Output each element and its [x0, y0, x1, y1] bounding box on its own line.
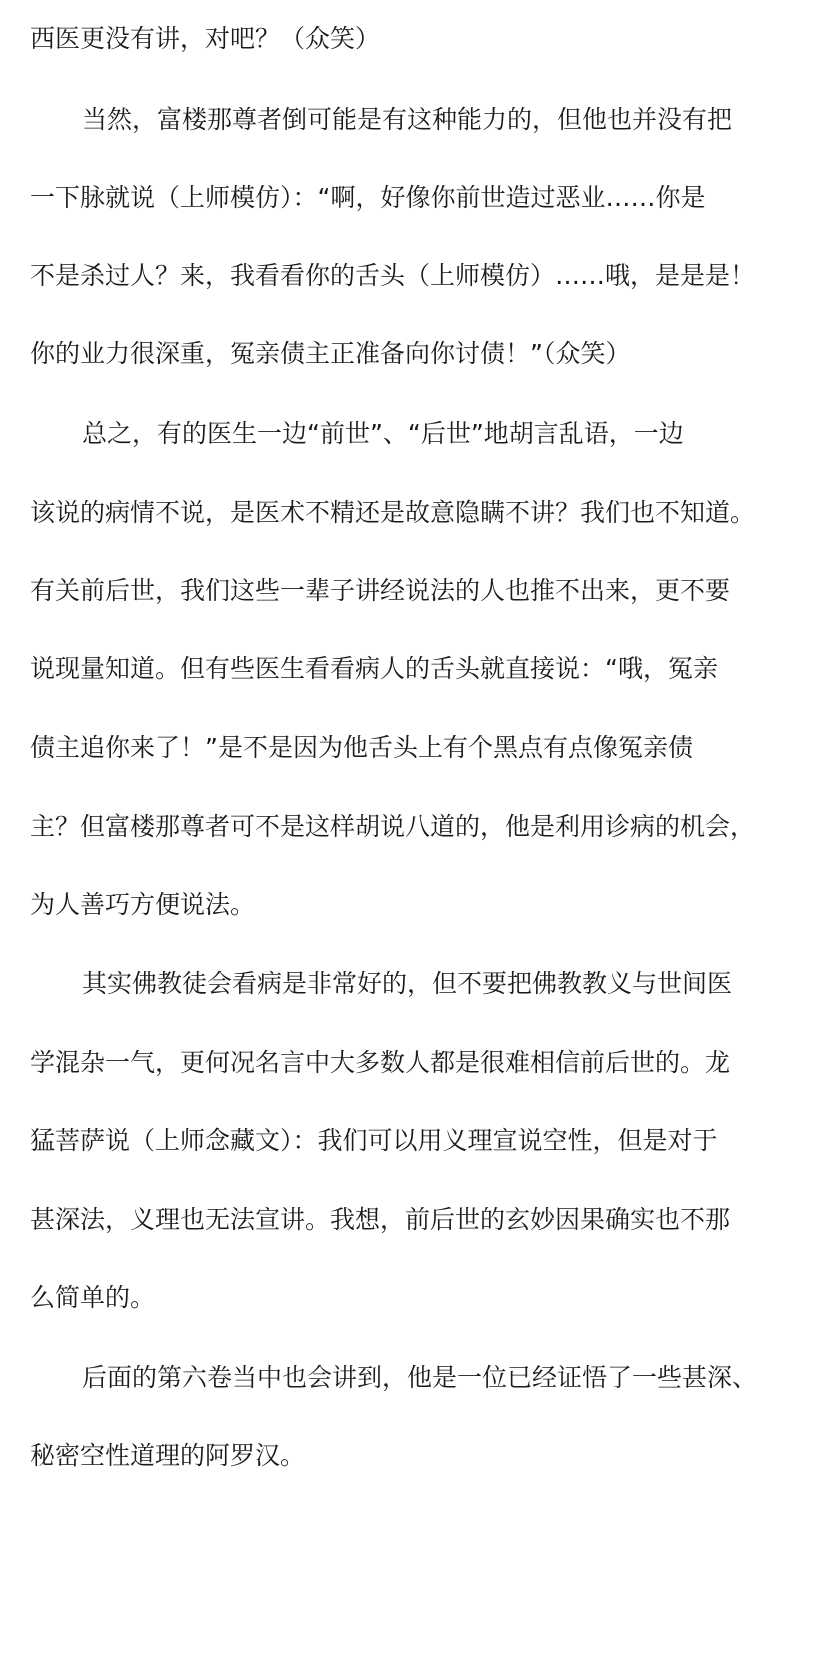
text-line: 为人善巧方便说法。: [30, 890, 256, 919]
paragraph-start-line: 当然，富楼那尊者倒可能是有这种能力的，但他也并没有把: [82, 105, 733, 134]
text-line: 不是杀过人？来，我看看你的舌头（上师模仿）……哦，是是是！: [30, 261, 756, 290]
text-line: 有关前后世，我们这些一辈子讲经说法的人也推不出来，更不要: [30, 576, 731, 605]
paragraph-start-line: 总之，有的医生一边“前世”、“后世”地胡言乱语，一边: [82, 419, 684, 448]
text-line: 秘密空性道理的阿罗汉。: [30, 1441, 306, 1470]
text-line: 一下脉就说（上师模仿）：“啊，好像你前世造过恶业……你是: [30, 183, 706, 212]
text-line: 学混杂一气，更何况名言中大多数人都是很难相信前后世的。龙: [30, 1048, 731, 1077]
paragraph-start-line: 后面的第六卷当中也会讲到，他是一位已经证悟了一些甚深、: [82, 1363, 758, 1392]
text-line: 猛菩萨说（上师念藏文）：我们可以用义理宣说空性，但是对于: [30, 1126, 718, 1155]
paragraph-start-line: 其实佛教徒会看病是非常好的，但不要把佛教教义与世间医: [82, 969, 733, 998]
text-line: 西医更没有讲，对吧？（众笑）: [30, 24, 381, 53]
text-line: 你的业力很深重，冤亲债主正准备向你讨债！”（众笑）: [30, 339, 631, 368]
text-line: 甚深法，义理也无法宣讲。我想，前后世的玄妙因果确实也不那: [30, 1205, 731, 1234]
text-line: 么简单的。: [30, 1283, 156, 1312]
text-line: 主？但富楼那尊者可不是这样胡说八道的，他是利用诊病的机会，: [30, 812, 756, 841]
text-line: 债主追你来了！”是不是因为他舌头上有个黑点有点像冤亲债: [30, 733, 693, 762]
text-line: 该说的病情不说，是医术不精还是故意隐瞒不讲？我们也不知道。: [30, 498, 756, 527]
text-line: 说现量知道。但有些医生看看病人的舌头就直接说：“哦，冤亲: [30, 654, 718, 683]
